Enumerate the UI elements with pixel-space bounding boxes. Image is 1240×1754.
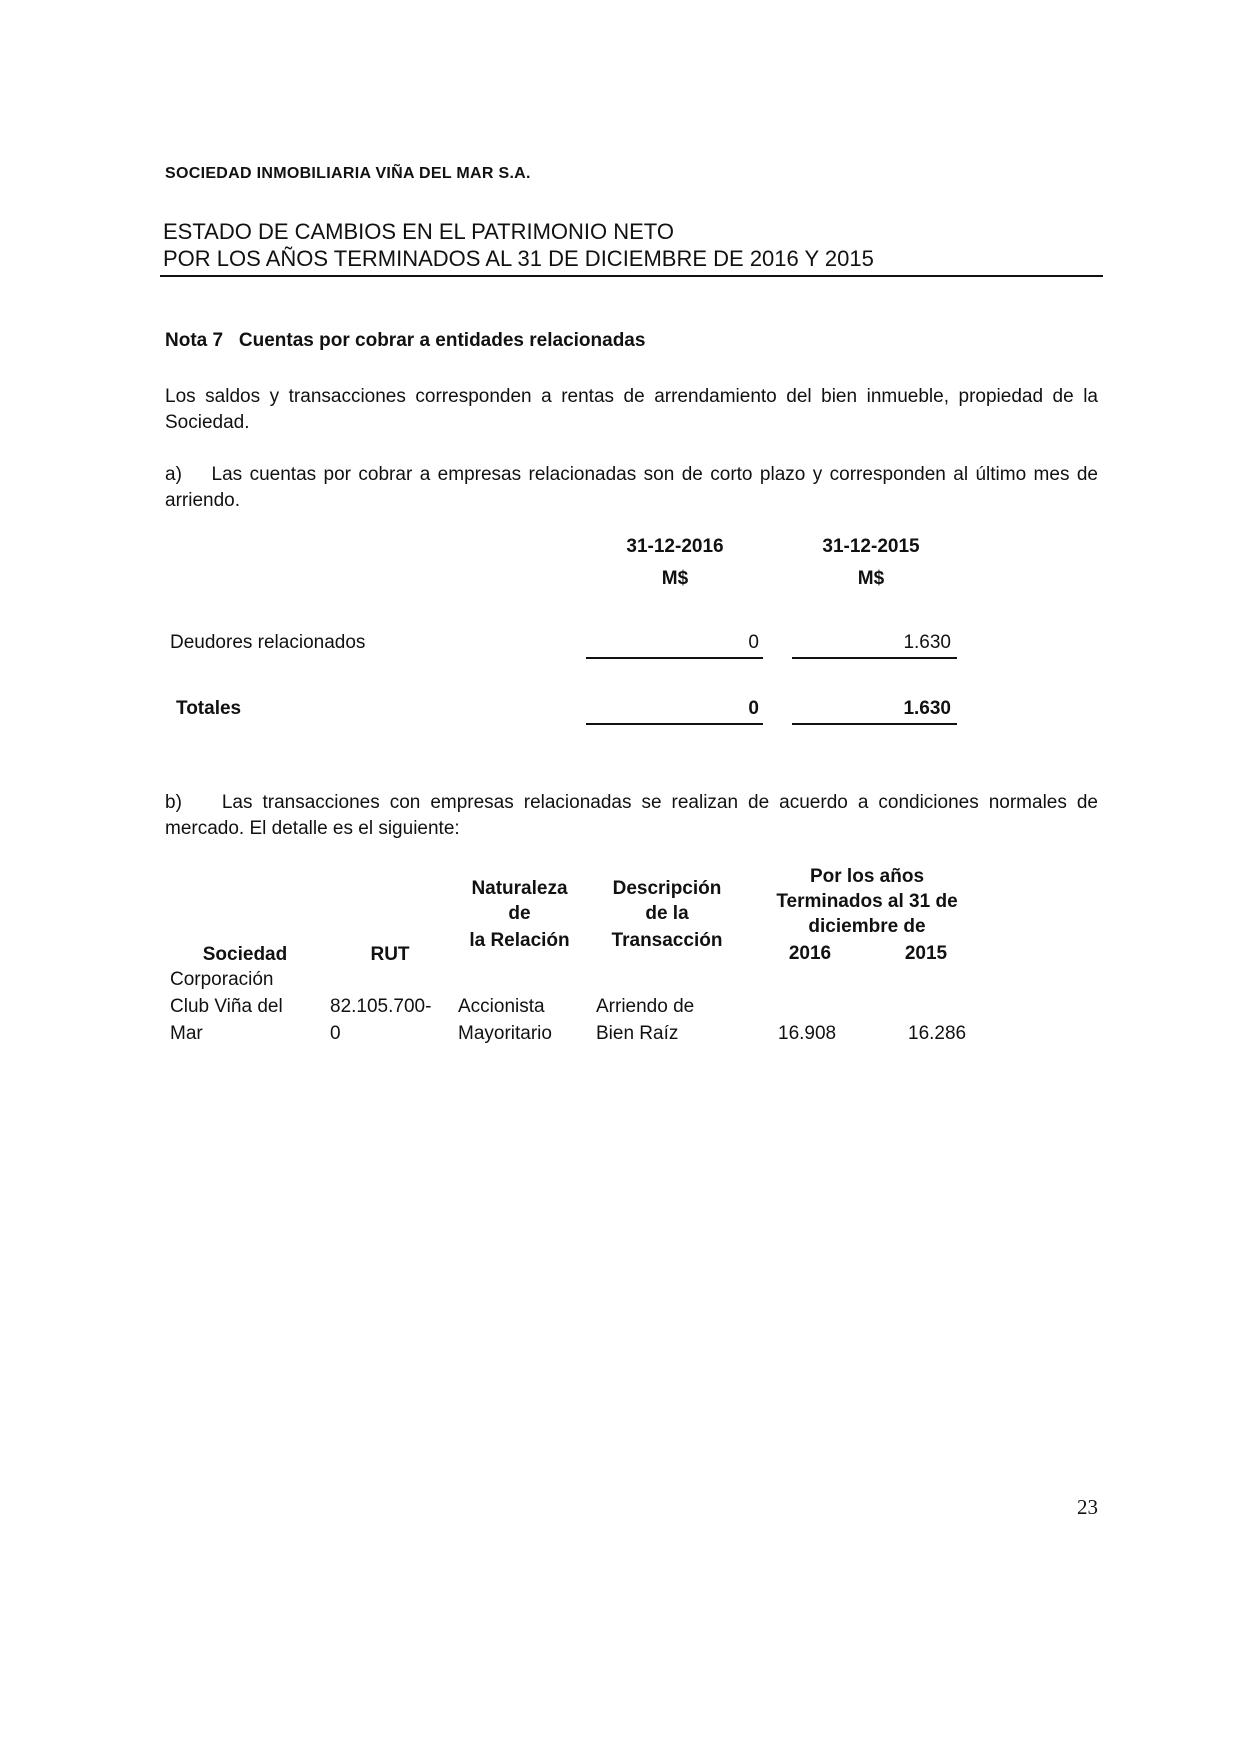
header-naturaleza-3: la Relación xyxy=(469,930,570,951)
header-periodo-1: Por los años xyxy=(809,866,925,887)
cell-descripcion-1: Arriendo de xyxy=(596,996,695,1017)
totales-2016: 0 xyxy=(748,698,759,719)
company-name: SOCIEDAD INMOBILIARIA VIÑA DEL MAR S.A. xyxy=(165,165,531,182)
header-year-2016: 2016 xyxy=(788,943,832,964)
header-periodo-3: diciembre de xyxy=(808,916,926,937)
page-number: 23 xyxy=(1077,1495,1098,1519)
col-2015-date: 31-12-2015 xyxy=(822,536,920,557)
totales-2015: 1.630 xyxy=(903,698,951,719)
header-naturaleza-2: de xyxy=(508,903,531,924)
section-b-paragraph: b) Las transacciones con empresas relacionadas se realizan de acuerdo a condiciones normales de mercado. El detalle es el siguiente: xyxy=(165,792,1104,839)
cell-sociedad-3: Mar xyxy=(170,1023,203,1044)
cell-value-2016: 16.908 xyxy=(778,1023,837,1044)
underline-deudores-2016 xyxy=(586,657,763,659)
col-2016-date: 31-12-2016 xyxy=(626,536,724,557)
col-2015-unit: M$ xyxy=(857,568,885,589)
header-periodo-2: Terminados al 31 de xyxy=(776,891,958,912)
cell-sociedad-1: Corporación xyxy=(170,969,274,990)
cell-descripcion-2: Bien Raíz xyxy=(596,1023,679,1044)
cell-naturaleza-2: Mayoritario xyxy=(458,1023,552,1044)
cell-rut-1: 82.105.700- xyxy=(330,996,432,1017)
intro-paragraph: Los saldos y transacciones corresponden a rentas de arrendamiento del bien inmueble, propiedad de la Sociedad. xyxy=(165,386,1098,433)
deudores-2015: 1.630 xyxy=(903,632,951,653)
col-2016-unit: M$ xyxy=(661,568,689,589)
statement-period: POR LOS AÑOS TERMINADOS AL 31 DE DICIEMBRE DE 2016 Y 2015 xyxy=(163,246,874,271)
row-label-totales: Totales xyxy=(176,698,242,719)
header-descripcion-3: Transacción xyxy=(611,930,723,951)
underline-totales-2016 xyxy=(586,723,763,725)
cell-naturaleza-1: Accionista xyxy=(458,996,545,1017)
header-rut: RUT xyxy=(370,944,410,965)
cell-value-2015: 16.286 xyxy=(908,1023,967,1044)
section-a-paragraph: a) Las cuentas por cobrar a empresas relacionadas son de corto plazo y corresponden al último mes de arriendo. xyxy=(165,464,1104,511)
cell-rut-2: 0 xyxy=(330,1023,341,1044)
header-descripcion-1: Descripción xyxy=(612,878,722,899)
statement-title: ESTADO DE CAMBIOS EN EL PATRIMONIO NETO xyxy=(163,219,674,244)
header-sociedad: Sociedad xyxy=(202,944,288,965)
note-title: Nota 7 Cuentas por cobrar a entidades relacionadas xyxy=(165,330,646,351)
cell-sociedad-2: Club Viña del xyxy=(170,996,283,1017)
header-descripcion-2: de la xyxy=(645,903,689,924)
deudores-2016: 0 xyxy=(748,632,759,653)
header-rule xyxy=(160,275,1103,277)
header-year-2015: 2015 xyxy=(904,943,948,964)
underline-deudores-2015 xyxy=(792,657,957,659)
header-naturaleza-1: Naturaleza xyxy=(471,878,568,899)
underline-totales-2015 xyxy=(792,723,957,725)
row-label-deudores: Deudores relacionados xyxy=(170,632,366,653)
